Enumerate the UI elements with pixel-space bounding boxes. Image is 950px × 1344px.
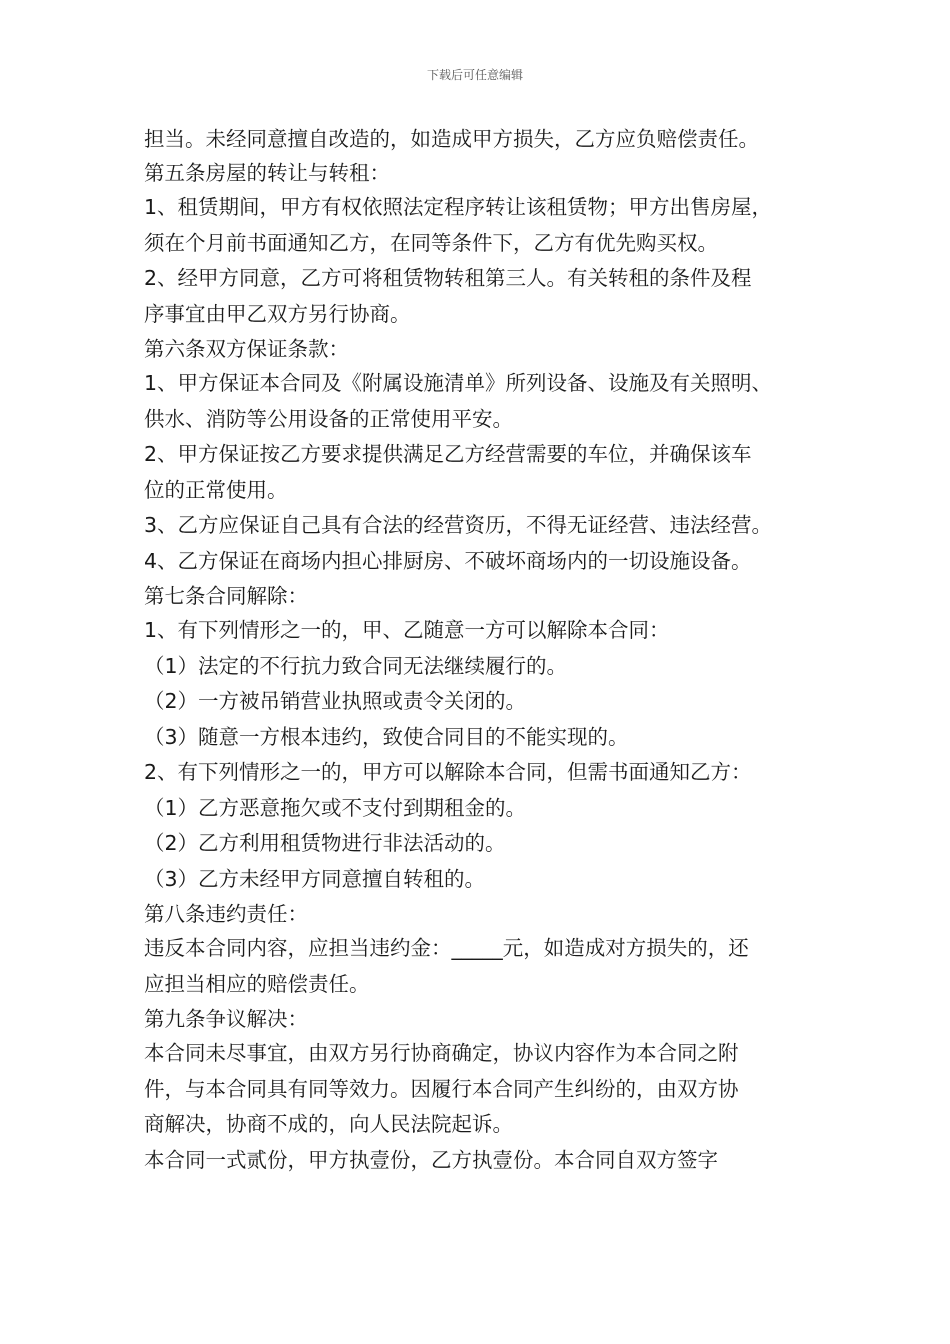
section-heading: 第七条合同解除： (144, 584, 308, 608)
text-line: 2、经甲方同意，乙方可将租赁物转租第三人。有关转租的条件及程 (144, 266, 752, 290)
document-body (144, 122, 834, 1178)
text-line: 本合同一式贰份，甲方执壹份，乙方执壹份。本合同自双方签字 (144, 1147, 718, 1172)
text-line: 位的正常使用。 (144, 477, 288, 502)
text-line: （1）乙方恶意拖欠或不支付到期租金的。 (144, 795, 527, 820)
text-line: （3）随意一方根本违约，致使合同目的不能实现的。 (144, 724, 629, 749)
text-line: 序事宜由甲乙双方另行协商。 (144, 301, 411, 326)
text-line: （2）乙方利用租赁物进行非法活动的。 (144, 831, 506, 855)
text-line: 1、甲方保证本合同及《附属设施清单》所列设备、设施及有关照明、 (144, 371, 773, 395)
text-line: 1、租赁期间，甲方有权依照法定程序转让该租赁物；甲方出售房屋， (144, 195, 773, 219)
section-heading: 第五条房屋的转让与转租： (144, 161, 390, 185)
text-line: 违反本合同内容，应担当违约金：_____元，如造成对方损失的，还 (144, 936, 749, 960)
text-line: 须在个月前书面通知乙方，在同等条件下，乙方有优先购买权。 (144, 230, 718, 255)
text-line: （2）一方被吊销营业执照或责令关闭的。 (144, 689, 527, 713)
section-heading: 第六条双方保证条款： (144, 337, 349, 361)
text-line: 1、有下列情形之一的，甲、乙随意一方可以解除本合同： (144, 618, 670, 642)
section-heading: 第九条争议解决： (144, 1007, 308, 1031)
page-header: 下载后可任意编辑 (426, 68, 523, 82)
text-line: 4、乙方保证在商场内担心排厨房、不破坏商场内的一切设施设备。 (144, 548, 752, 573)
text-line: 件，与本合同具有同等效力。因履行本合同产生纠纷的，由双方协 (144, 1076, 739, 1101)
section-heading: 第八条违约责任： (144, 902, 308, 926)
text-line: 商解决，协商不成的，向人民法院起诉。 (144, 1112, 513, 1136)
text-line: 2、有下列情形之一的，甲方可以解除本合同，但需书面通知乙方： (144, 760, 752, 784)
text-line: 本合同未尽事宜，由双方另行协商确定，协议内容作为本合同之附 (144, 1041, 739, 1065)
text-line: （1）法定的不行抗力致合同无法继续履行的。 (144, 653, 568, 678)
text-line: 2、甲方保证按乙方要求提供满足乙方经营需要的车位，并确保该车 (144, 442, 752, 466)
text-line: 担当。未经同意擅自改造的，如造成甲方损失，乙方应负赔偿责任。 (144, 127, 759, 151)
text-line: 供水、消防等公用设备的正常使用平安。 (144, 406, 513, 431)
text-line: （3）乙方未经甲方同意擅自转租的。 (144, 866, 486, 891)
text-line: 3、乙方应保证自己具有合法的经营资历，不得无证经营、违法经营。 (144, 513, 773, 537)
text-line: 应担当相应的赔偿责任。 (144, 971, 370, 996)
